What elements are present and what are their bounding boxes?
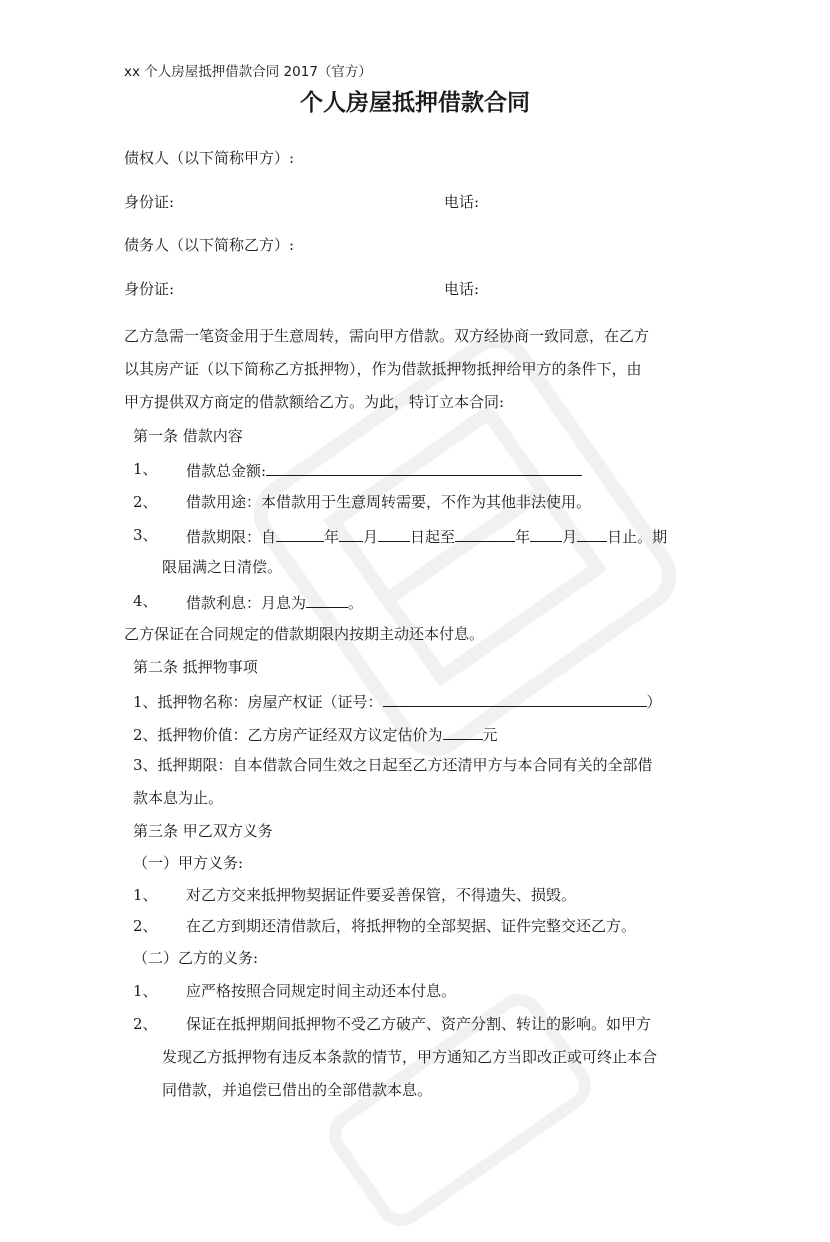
loan-amount-blank[interactable] xyxy=(266,458,582,476)
mortgage-term-continuation: 款本息为止。 xyxy=(133,789,224,807)
collateral-value-tail: 元 xyxy=(482,726,498,744)
year-label: 年 xyxy=(324,528,340,546)
article2-heading: 第二条 抵押物事项 xyxy=(133,658,258,676)
debtor-id-label: 身份证: xyxy=(124,280,175,298)
collateral-name-clause xyxy=(133,689,662,713)
repayment-note: 乙方保证在合同规定的借款期限内按期主动还本付息。 xyxy=(124,625,485,643)
clause-number: 2、 xyxy=(133,1015,158,1033)
debtor-label: 债务人（以下简称乙方）: xyxy=(124,236,295,254)
valuation-blank[interactable] xyxy=(443,722,483,740)
month-label: 月 xyxy=(363,528,379,546)
party-b-duty-continuation: 同借款，并追偿已借出的全部借款本息。 xyxy=(162,1081,433,1099)
clause-number: 1、 xyxy=(133,460,158,478)
start-year-blank[interactable] xyxy=(276,524,324,542)
start-month-blank[interactable] xyxy=(339,524,363,542)
creditor-label: 债权人（以下简称甲方）: xyxy=(124,149,295,167)
collateral-name-label: 1、抵押物名称：房屋产权证（证号： xyxy=(133,693,383,711)
clause-number: 3、 xyxy=(133,526,158,544)
clause-number: 4、 xyxy=(133,592,158,610)
page-title: 个人房屋抵押借款合同 xyxy=(300,90,530,116)
party-b-duty-continuation: 发现乙方抵押物有违反本条款的情节，甲方通知乙方当即改正或可终止本合 xyxy=(162,1048,658,1066)
article1-heading: 第一条 借款内容 xyxy=(133,427,243,445)
interest-label: 借款利息：月息为 xyxy=(186,594,307,612)
party-a-duty: 在乙方到期还清借款后，将抵押物的全部契据、证件完整交还乙方。 xyxy=(186,917,637,935)
creditor-id-label: 身份证: xyxy=(124,193,175,211)
clause-number: 1、 xyxy=(133,886,158,904)
intro-line: 甲方提供双方商定的借款额给乙方。为此，特订立本合同: xyxy=(124,393,505,411)
year-label: 年 xyxy=(515,528,531,546)
party-a-heading: （一）甲方义务: xyxy=(133,854,244,872)
end-day-blank[interactable] xyxy=(577,524,607,542)
debtor-phone-label: 电话: xyxy=(444,280,480,298)
interest-clause xyxy=(186,590,363,614)
mortgage-term-clause: 3、抵押期限：自本借款合同生效之日起至乙方还清甲方与本合同有关的全部借 xyxy=(133,756,653,774)
end-year-blank[interactable] xyxy=(455,524,515,542)
party-a-duty: 对乙方交来抵押物契据证件要妥善保管，不得遗失、损毁。 xyxy=(186,886,577,904)
interest-rate-blank[interactable] xyxy=(306,590,348,608)
month-label: 月 xyxy=(562,528,578,546)
loan-amount-clause xyxy=(186,458,582,482)
clause-number: 1、 xyxy=(133,982,158,1000)
collateral-value-clause xyxy=(133,722,498,746)
loan-term-label: 借款期限：自 xyxy=(186,528,277,546)
intro-line: 以其房产证（以下简称乙方抵押物），作为借款抵押物抵押给甲方的条件下，由 xyxy=(124,360,642,378)
party-b-heading: （二）乙方的义务: xyxy=(133,949,259,967)
loan-amount-label: 借款总金额: xyxy=(186,462,267,480)
creditor-phone-label: 电话: xyxy=(444,193,480,211)
interest-tail: 。 xyxy=(348,594,364,612)
clause-number: 2、 xyxy=(133,917,158,935)
start-day-blank[interactable] xyxy=(378,524,410,542)
party-b-duty: 应严格按照合同规定时间主动还本付息。 xyxy=(186,982,457,1000)
start-to-label: 日起至 xyxy=(410,528,456,546)
loan-term-clause xyxy=(186,524,667,548)
collateral-name-tail: ） xyxy=(646,693,662,711)
article3-heading: 第三条 甲乙双方义务 xyxy=(133,822,273,840)
clause-number: 2、 xyxy=(133,493,158,511)
intro-line: 乙方急需一笔资金用于生意周转，需向甲方借款。双方经协商一致同意，在乙方 xyxy=(124,327,650,345)
loan-term-continuation: 限届满之日清偿。 xyxy=(162,558,283,576)
collateral-value-label: 2、抵押物价值：乙方房产证经双方议定估价为 xyxy=(133,726,443,744)
party-b-duty: 保证在抵押期间抵押物不受乙方破产、资产分割、转让的影响。如甲方 xyxy=(186,1015,652,1033)
end-label: 日止。期 xyxy=(607,528,668,546)
loan-purpose-clause: 借款用途：本借款用于生意周转需要，不作为其他非法使用。 xyxy=(186,493,592,511)
certificate-number-blank[interactable] xyxy=(383,689,647,707)
document-header: xx 个人房屋抵押借款合同 2017（官方） xyxy=(124,64,372,80)
end-month-blank[interactable] xyxy=(530,524,562,542)
